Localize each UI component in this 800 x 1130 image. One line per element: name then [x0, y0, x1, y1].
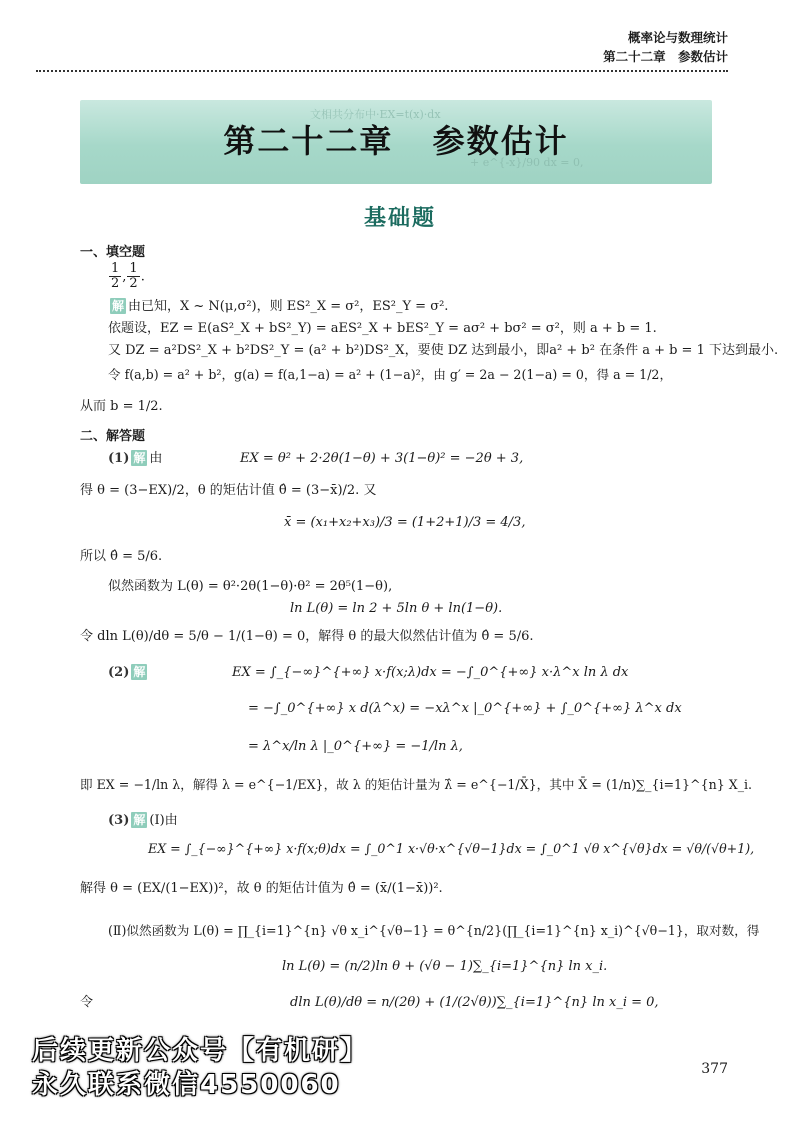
running-header-chapter: 第二十二章 参数估计: [603, 49, 728, 64]
q2-number: (2): [108, 665, 130, 680]
solution-badge: 解: [112, 299, 125, 313]
q3-line2: 解得 θ = (EX/(1−EX))²，故 θ 的矩估计值为 θ̂ = (x̄/(1−x̄))².: [80, 881, 443, 896]
q3-line3: (Ⅱ)似然函数为 L(θ) = ∏_{i=1}^{n} √θ x_i^{√θ−1} = θ^{n/2}(∏_{i=1}^{n} x_i)^{√θ−1}，取对数，得: [108, 923, 760, 938]
q1-ex: EX = θ² + 2·2θ(1−θ) + 3(1−θ)² = −2θ + 3,: [240, 451, 524, 466]
p1-line1-text: 由已知，X ~ N(μ,σ²)，则 ES²_X = σ²，ES²_Y = σ².: [128, 299, 449, 314]
banner-ghost-text-2: + e^{-x}/90 dx = 0,: [470, 156, 584, 169]
page-number: 377: [701, 1061, 728, 1077]
heading-fill-blank: 一、填空题: [80, 245, 146, 260]
q1-likelihood: 似然函数为 L(θ) = θ²·2θ(1−θ)·θ² = 2θ⁵(1−θ),: [108, 579, 393, 594]
running-header-book-title: 概率论与数理统计: [627, 30, 728, 45]
answer-frac-2: $\frac{1}{2}$: [129, 261, 138, 292]
q2-intro: [108, 664, 149, 682]
q3-line4: ln L(θ) = (n/2)ln θ + (√θ − 1)∑_{i=1}^{n} ln x_i.: [282, 959, 608, 974]
q2-line2: = −∫_0^{+∞} x d(λ^x) = −xλ^x |_0^{+∞} + ∫_0^{+∞} λ^x dx: [248, 701, 682, 716]
q1-intro: [108, 450, 162, 468]
solution-badge-q3: 解: [133, 813, 146, 827]
fill-blank-answer: $\frac{1}{2}$ , $\frac{1}{2}$ .: [111, 261, 145, 292]
p1-line2: 依题设，EZ = E(aS²_X + bS²_Y) = aES²_X + bES²_Y = aσ² + bσ² = σ²，则 a + b = 1.: [108, 321, 657, 336]
q3-ling: 令: [80, 995, 94, 1010]
banner-ghost-text: 文相共分布中·EX=t(x)·dx: [310, 108, 441, 121]
heading-solve: 二、解答题: [80, 429, 146, 444]
p1-line4: 令 f(a,b) = a² + b²，g(a) = f(a,1−a) = a² + (1−a)²，由 g′ = 2a − 2(1−a) = 0，得 a = 1/2，: [108, 367, 673, 382]
q3-number: (3): [108, 813, 130, 828]
header-divider: [36, 70, 728, 72]
q1-you: 由: [149, 451, 163, 466]
q1-moment: 得 θ = (3−EX)/2，θ 的矩估计值 θ̂ = (3−x̄)/2. 又: [80, 483, 377, 498]
q2-line1: EX = ∫_{−∞}^{+∞} x·f(x;λ)dx = −∫_0^{+∞} x·λ^x ln λ dx: [232, 665, 629, 680]
q3-sub1: (Ⅰ)由: [149, 813, 178, 828]
watermark-line-1: 后续更新公众号【有机研】: [32, 1036, 369, 1066]
q2-line4: 即 EX = −1/ln λ，解得 λ = e^{−1/EX}，故 λ 的矩估计量为 λ̂ = e^{−1/X̄}，其中 X̄ = (1/n)∑_{i=1}^{n} X_i.: [80, 777, 753, 792]
q1-number: (1): [108, 451, 130, 466]
p1-line1: [108, 298, 448, 316]
answer-frac-1: $\frac{1}{2}$: [111, 261, 120, 292]
solution-badge-q1: 解: [133, 451, 146, 465]
q3-intro: [108, 812, 178, 830]
q1-mean: x̄ = (x₁+x₂+x₃)/3 = (1+2+1)/3 = 4/3,: [284, 515, 526, 530]
q2-line3: = λ^x/ln λ |_0^{+∞} = −1/ln λ,: [248, 739, 463, 754]
section-title: 基础题: [363, 206, 436, 231]
solution-badge-q2: 解: [133, 665, 146, 679]
q1-result: 所以 θ̂ = 5/6.: [80, 549, 163, 564]
chapter-title: 第二十二章 参数估计: [223, 122, 569, 160]
p1-line5: 从而 b = 1/2.: [80, 399, 163, 414]
q3-line5: dln L(θ)/dθ = n/(2θ) + (1/(2√θ))∑_{i=1}^{n} ln x_i = 0,: [290, 995, 659, 1010]
p1-line3: 又 DZ = a²DS²_X + b²DS²_Y = (a² + b²)DS²_X，要使 DZ 达到最小，即a² + b² 在条件 a + b = 1 下达到最小.: [108, 343, 779, 358]
q1-log: ln L(θ) = ln 2 + 5ln θ + ln(1−θ).: [290, 601, 503, 616]
watermark-line-2: 永久联系微信4550060: [32, 1070, 341, 1100]
q1-derivative: 令 dln L(θ)/dθ = 5/θ − 1/(1−θ) = 0，解得 θ 的最大似然估计值为 θ̂ = 5/6.: [80, 629, 534, 644]
q3-line1: EX = ∫_{−∞}^{+∞} x·f(x;θ)dx = ∫_0^1 x·√θ·x^{√θ−1}dx = ∫_0^1 √θ x^{√θ}dx = √θ/(√θ+1),: [148, 841, 755, 856]
